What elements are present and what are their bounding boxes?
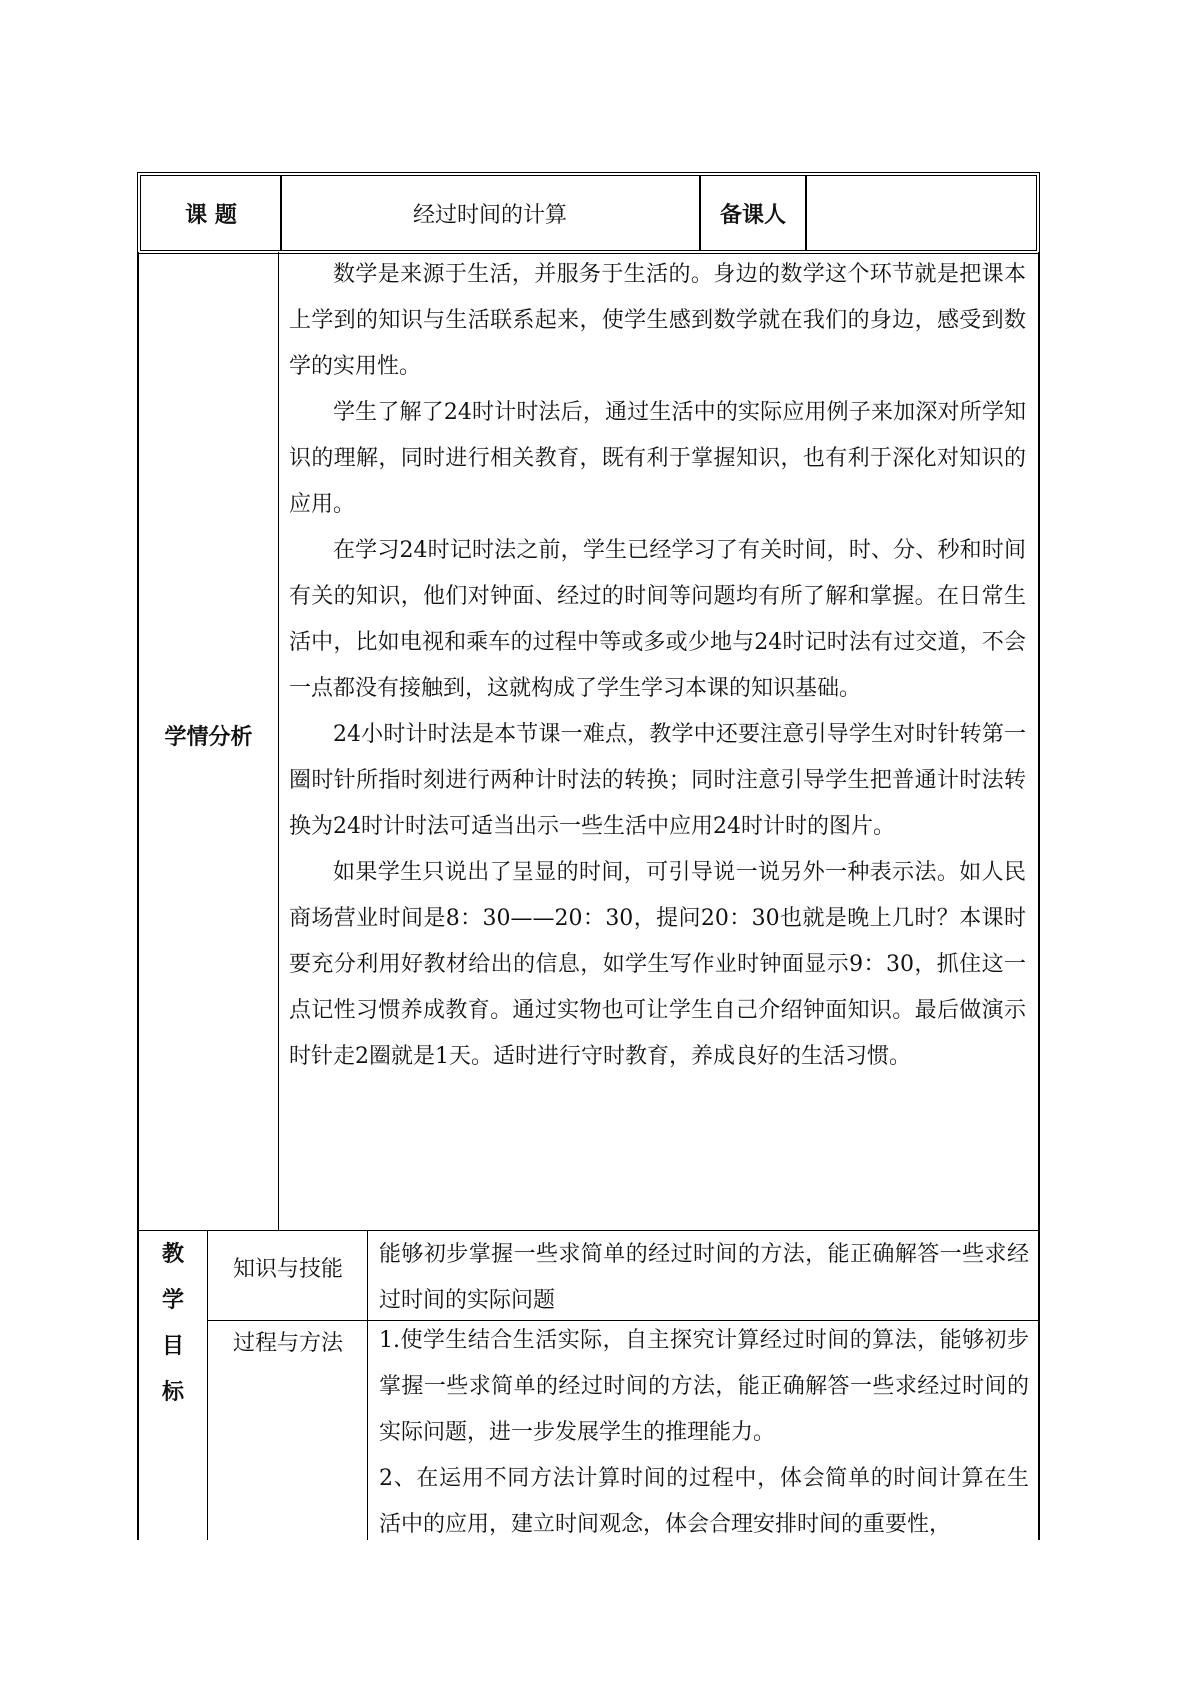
content-table <box>137 252 1040 1540</box>
analysis-paragraph: 在学习24时记时法之前，学生已经学习了有关时间，时、分、秒和时间有关的知识，他们对钟面、经过的时间等问题均有所了解和掌握。在日常生活中，比如电视和乘车的过程中等或多或少地与24时记时法有过交道，不会一点都没有接触到，这就构成了学生学习本课的知识基础。 <box>289 538 1026 701</box>
analysis-paragraph: 数学是来源于生活，并服务于生活的。身边的数学这个环节就是把课本上学到的知识与生活联系起来，使学生感到数学就在我们的身边，感受到数学的实用性。 <box>289 262 1026 379</box>
process-item: 1.使学生结合生活实际，自主探究计算经过时间的算法，能够初步掌握一些求简单的经过时间的方法，能正确解答一些求经过时间的实际问题，进一步发展学生的推理能力。 <box>379 1328 1029 1445</box>
preparer-label: 备课人 <box>719 202 786 228</box>
knowledge-text <box>379 1232 1029 1324</box>
divider <box>139 1230 1038 1231</box>
analysis-label: 学情分析 <box>164 725 253 750</box>
goals-label-char: 学 <box>161 1288 184 1313</box>
topic-label: 课 题 <box>185 202 237 228</box>
divider <box>278 252 279 1230</box>
knowledge-label: 知识与技能 <box>232 1257 343 1282</box>
knowledge-paragraph: 能够初步掌握一些求简单的经过时间的方法，能正确解答一些求经过时间的实际问题 <box>379 1242 1029 1313</box>
topic-value: 经过时间的计算 <box>412 202 567 228</box>
analysis-paragraph: 如果学生只说出了呈显的时间，可引导说一说另外一种表示法。如人民商场营业时间是8：30——20：30，提问20：30也就是晚上几时？本课时要充分利用好教材给出的信息，如学生写作业时钟面显示9：30，抓住这一点记性习惯养成教育。通过实物也可让学生自己介绍钟面知识。最后做演示时针走2圈就是1天。适时进行守时教育，养成良好的生活习惯。 <box>289 860 1026 1069</box>
preparer-value <box>807 176 1036 250</box>
process-label: 过程与方法 <box>232 1331 343 1356</box>
divider <box>367 1230 368 1540</box>
analysis-text <box>289 252 1026 1080</box>
process-item: 2、在运用不同方法计算时间的过程中，体会简单的时间计算在生活中的应用，建立时间观念，体会合理安排时间的重要性， <box>379 1466 1029 1537</box>
analysis-paragraph: 24小时计时法是本节课一难点，教学中还要注意引导学生对时针转第一圈时针所指时刻进行两种计时法的转换；同时注意引导学生把普通计时法转换为24时计时法可适当出示一些生活中应用24时计时的图片。 <box>289 722 1026 839</box>
process-text <box>379 1318 1029 1548</box>
goals-label-char: 目 <box>161 1334 184 1359</box>
analysis-paragraph: 学生了解了24时计时法后，通过生活中的实际应用例子来加深对所学知识的理解，同时进行相关教育，既有利于掌握知识，也有利于深化对知识的应用。 <box>289 400 1026 517</box>
goals-label <box>158 1232 188 1416</box>
divider <box>207 1230 208 1540</box>
header-table <box>137 172 1040 254</box>
goals-label-char: 标 <box>161 1380 184 1405</box>
goals-label-char: 教 <box>161 1242 184 1267</box>
